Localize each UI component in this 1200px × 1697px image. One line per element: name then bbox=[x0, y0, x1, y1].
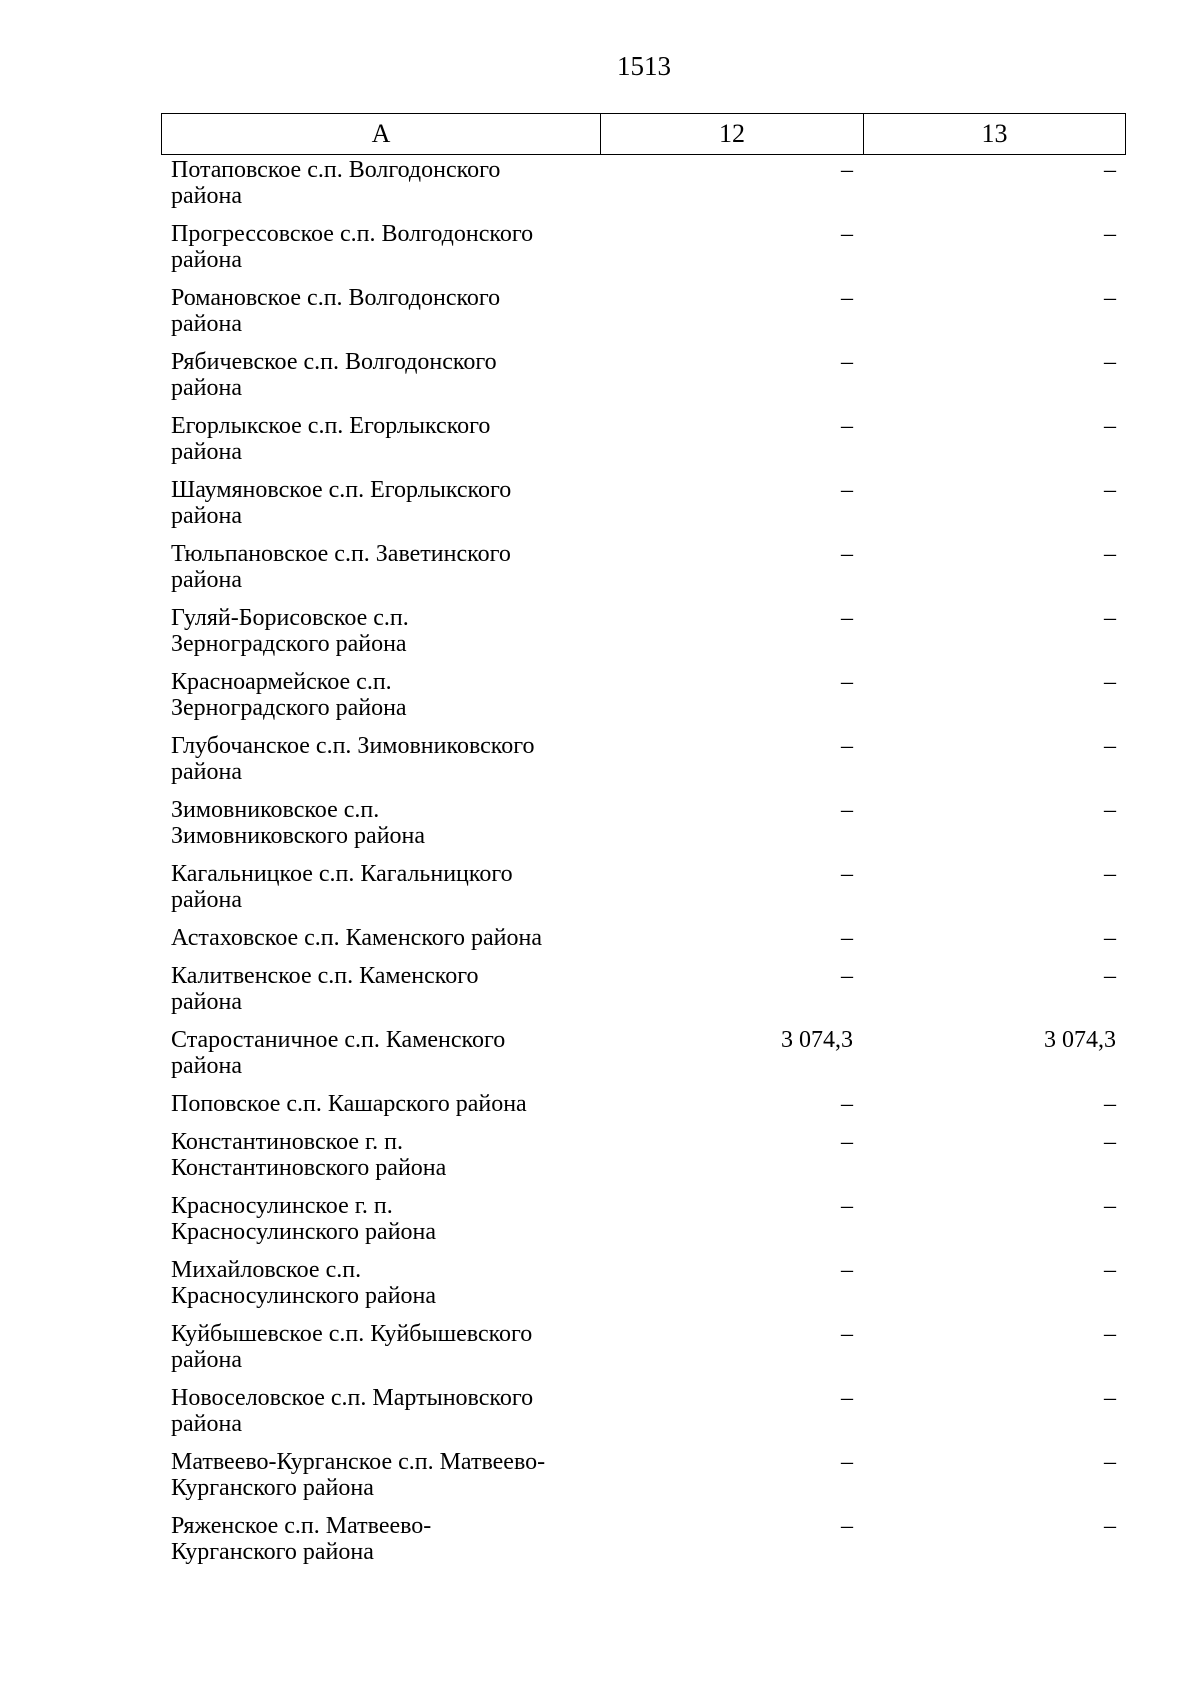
row-value-col-13: – bbox=[1104, 1513, 1116, 1539]
table-row bbox=[161, 1383, 1126, 1447]
row-settlement-name: Рябичевское с.п. Волгодонского района bbox=[171, 349, 497, 401]
table-row bbox=[161, 1447, 1126, 1511]
row-value-col-13: – bbox=[1104, 285, 1116, 311]
row-settlement-name: Кагальницкое с.п. Кагальницкого района bbox=[171, 861, 513, 913]
row-value-col-13: – bbox=[1104, 1193, 1116, 1219]
row-value-col-12: – bbox=[841, 1193, 853, 1219]
row-settlement-name: Прогрессовское с.п. Волгодонского района bbox=[171, 221, 534, 273]
table-row bbox=[161, 155, 1126, 219]
header-col-12: 12 bbox=[601, 114, 864, 154]
row-value-col-13: – bbox=[1104, 605, 1116, 631]
table-row bbox=[161, 1025, 1126, 1089]
table-row bbox=[161, 411, 1126, 475]
table-row bbox=[161, 475, 1126, 539]
row-value-col-13: – bbox=[1104, 1129, 1116, 1155]
table-row bbox=[161, 859, 1126, 923]
row-settlement-name: Романовское с.п. Волгодонского района bbox=[171, 285, 501, 337]
table-row bbox=[161, 1319, 1126, 1383]
row-value-col-13: – bbox=[1104, 861, 1116, 887]
row-settlement-name: Матвеево-Курганское с.п. Матвеево- Курганского района bbox=[171, 1449, 546, 1501]
row-settlement-name: Гуляй-Борисовское с.п. Зерноградского района bbox=[171, 605, 409, 657]
table-row bbox=[161, 1255, 1126, 1319]
row-settlement-name: Зимовниковское с.п. Зимовниковского района bbox=[171, 797, 426, 849]
row-settlement-name: Глубочанское с.п. Зимовниковского района bbox=[171, 733, 535, 785]
row-value-col-12: – bbox=[841, 477, 853, 503]
table-row bbox=[161, 1191, 1126, 1255]
row-settlement-name: Михайловское с.п. Красносулинского района bbox=[171, 1257, 437, 1309]
row-settlement-name: Тюльпановское с.п. Заветинского района bbox=[171, 541, 511, 593]
row-value-col-13: – bbox=[1104, 349, 1116, 375]
table-row bbox=[161, 795, 1126, 859]
page-number: 1513 bbox=[617, 51, 671, 81]
row-value-col-12: – bbox=[841, 157, 853, 183]
table-row bbox=[161, 603, 1126, 667]
row-value-col-12: – bbox=[841, 1385, 853, 1411]
row-value-col-12: – bbox=[841, 1091, 853, 1117]
table-row bbox=[161, 219, 1126, 283]
row-value-col-13: – bbox=[1104, 477, 1116, 503]
row-value-col-12: – bbox=[841, 733, 853, 759]
table-row bbox=[161, 283, 1126, 347]
row-value-col-12: – bbox=[841, 221, 853, 247]
row-settlement-name: Поповское с.п. Кашарского района bbox=[171, 1091, 527, 1117]
table-row bbox=[161, 1089, 1126, 1127]
table-row bbox=[161, 347, 1126, 411]
row-value-col-12: – bbox=[841, 285, 853, 311]
row-value-col-13: – bbox=[1104, 1385, 1116, 1411]
row-value-col-12: – bbox=[841, 541, 853, 567]
row-value-col-12: – bbox=[841, 1321, 853, 1347]
table-row bbox=[161, 961, 1126, 1025]
row-value-col-13: – bbox=[1104, 963, 1116, 989]
row-value-col-12: – bbox=[841, 1513, 853, 1539]
row-value-col-13: – bbox=[1104, 413, 1116, 439]
table-body bbox=[161, 155, 1126, 1575]
row-settlement-name: Куйбышевское с.п. Куйбышевского района bbox=[171, 1321, 533, 1373]
row-value-col-12: – bbox=[841, 797, 853, 823]
row-value-col-12: – bbox=[841, 1449, 853, 1475]
row-settlement-name: Старостаничное с.п. Каменского района bbox=[171, 1027, 506, 1079]
row-value-col-13: – bbox=[1104, 1449, 1116, 1475]
row-value-col-13: – bbox=[1104, 733, 1116, 759]
row-value-col-13: – bbox=[1104, 797, 1116, 823]
row-value-col-13: – bbox=[1104, 1091, 1116, 1117]
row-value-col-12: – bbox=[841, 605, 853, 631]
row-value-col-12: – bbox=[841, 861, 853, 887]
row-settlement-name: Красноармейское с.п. Зерноградского района bbox=[171, 669, 407, 721]
table-row bbox=[161, 667, 1126, 731]
row-value-col-12: – bbox=[841, 1257, 853, 1283]
row-value-col-12: – bbox=[841, 925, 853, 951]
row-settlement-name: Потаповское с.п. Волгодонского района bbox=[171, 157, 501, 209]
row-value-col-13: 3 074,3 bbox=[1044, 1027, 1116, 1053]
row-value-col-13: – bbox=[1104, 221, 1116, 247]
row-value-col-13: – bbox=[1104, 541, 1116, 567]
row-value-col-13: – bbox=[1104, 925, 1116, 951]
row-value-col-13: – bbox=[1104, 669, 1116, 695]
row-settlement-name: Егорлыкское с.п. Егорлыкского района bbox=[171, 413, 491, 465]
table-row bbox=[161, 539, 1126, 603]
row-value-col-13: – bbox=[1104, 1321, 1116, 1347]
table-header bbox=[161, 113, 1126, 155]
row-value-col-12: – bbox=[841, 1129, 853, 1155]
row-value-col-13: – bbox=[1104, 1257, 1116, 1283]
row-settlement-name: Калитвенское с.п. Каменского района bbox=[171, 963, 479, 1015]
row-value-col-12: – bbox=[841, 669, 853, 695]
data-table bbox=[161, 113, 1126, 1575]
header-col-a: А bbox=[162, 114, 601, 154]
row-settlement-name: Красносулинское г. п. Красносулинского района bbox=[171, 1193, 437, 1245]
header-col-13: 13 bbox=[981, 119, 1008, 148]
row-value-col-12: – bbox=[841, 349, 853, 375]
table-row bbox=[161, 923, 1126, 961]
row-settlement-name: Шаумяновское с.п. Егорлыкского района bbox=[171, 477, 512, 529]
row-settlement-name: Новоселовское с.п. Мартыновского района bbox=[171, 1385, 534, 1437]
table-row bbox=[161, 1511, 1126, 1575]
table-row bbox=[161, 731, 1126, 795]
table-row bbox=[161, 1127, 1126, 1191]
row-settlement-name: Ряженское с.п. Матвеево- Курганского района bbox=[171, 1513, 432, 1565]
row-settlement-name: Константиновское г. п. Константиновского района bbox=[171, 1129, 447, 1181]
row-value-col-12: – bbox=[841, 413, 853, 439]
row-settlement-name: Астаховское с.п. Каменского района bbox=[171, 925, 542, 951]
row-value-col-13: – bbox=[1104, 157, 1116, 183]
row-value-col-12: 3 074,3 bbox=[781, 1027, 853, 1053]
row-value-col-12: – bbox=[841, 963, 853, 989]
